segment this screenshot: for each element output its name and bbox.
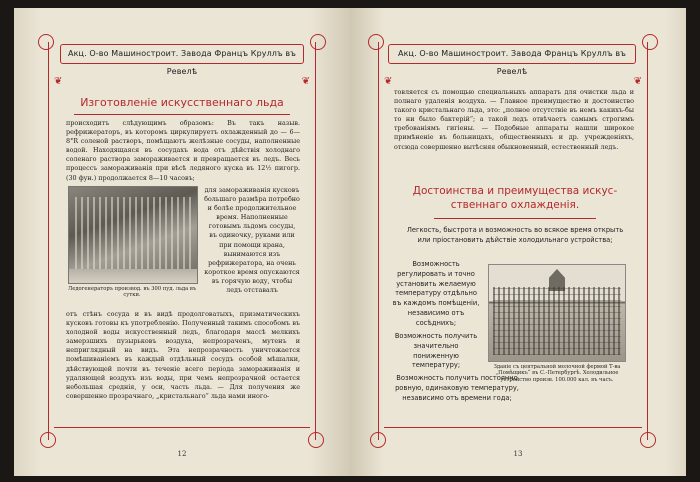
heading-rule (434, 218, 596, 219)
dairy-building-photo (488, 264, 626, 362)
advantage-item-3: Возможность получить постоянно ровную, одинаковую температуру, независимо отъ времени года; (395, 374, 519, 402)
ice-generator-photo (68, 186, 198, 284)
photo-caption: Ледогенераторъ производ. въ 300 пуд. льда въ сутки. (67, 286, 197, 299)
advantage-item-2: Возможность получить значительно пониженную температуру; (394, 332, 478, 370)
building-windows (493, 287, 621, 355)
corner-ornament-icon (642, 34, 658, 50)
fleuron-icon: ❦ (54, 76, 63, 87)
corner-ornament-icon (310, 34, 326, 50)
running-head: Акц. О-во Машиностроит. Завода Францъ Круллъ въ Ревелѣ (388, 44, 636, 64)
photo-caption: Зданiе съ центральной молочной фермой Т-ва „Помѣщикъ“ въ С.-Петербургѣ. Холодильное устройство произв. 100.000 кал. въ часъ. (493, 364, 621, 383)
section-heading-line2: ственнаго охлажденiя. (450, 199, 580, 211)
bottom-rule (54, 427, 310, 436)
advantage-item-1: Возможность регулировать и точно установить желаемую температуру отдѣльно въ каждомъ помѣщенiи, независимо отъ сосѣднихъ; (392, 260, 480, 327)
section-heading: Изготовленiе искусственнаго льда (80, 96, 284, 109)
section-heading (392, 184, 638, 212)
corner-ornament-icon (640, 432, 656, 448)
section-heading-line1: Достоинства и преимущества искус- (412, 185, 618, 197)
paragraph-top: товляется съ помощью специальныхъ аппаратъ для очистки льда и полнаго удаленiя воздуха. — Главное преимущество и достоинство такого кристальнаго льда, это: „полное отсутствiе въ немъ какихъ-бы то ни было бактерiй“; а такой ледъ отвѣчаетъ самымъ строгимъ требованiямъ гигiены. — Подобные аппараты нашли широкое примѣненiе въ больницахъ, общественныхъ и др. учрежденiяхъ, отсюда совершенно вытѣсняя обыкновенный, естественный ледъ. (394, 88, 634, 151)
paragraph-side: для замораживанiя кусковъ большаго размѣра потребно и болѣе продолжительное время. Наполненные готовымъ льдомъ сосуды, въ одиночку, руками или при помощи крана, вынимаются изъ рефрижератора, на очень короткое время опускаются въ горячую воду, чтобы ледъ отставалъ (204, 186, 300, 295)
book-spread (14, 8, 686, 476)
fleuron-icon: ❦ (633, 76, 642, 87)
heading-rule (74, 114, 290, 115)
page-number: 13 (513, 450, 523, 458)
right-page (350, 8, 686, 476)
bottom-rule (384, 427, 642, 436)
corner-ornament-icon (38, 34, 54, 50)
fleuron-icon: ❦ (384, 76, 393, 87)
page-number: 12 (177, 450, 187, 458)
running-head: Акц. О-во Машиностроит. Завода Францъ Круллъ въ Ревелѣ (60, 44, 304, 64)
corner-ornament-icon (308, 432, 324, 448)
lead-text: Легкость, быстрота и возможность во всякое время открыть или прiостановить дѣйствiе холодильнаго устройства; (406, 226, 624, 244)
paragraph-top: происходитъ слѣдующимъ образомъ: Въ такъ назыв. рефрижераторъ, въ которомъ циркулируетъ охлажденный до — 6—8°R соленой растворъ, помѣщаютъ желѣзные сосуды, наполненные водой. Находящаяся въ сосудахъ вода отъ дѣйствiя холоднаго соленаго раствора замораживается и превращается въ ледъ. Весь процессъ замораживанiя при вѣсѣ ледяного куска въ 12½ пигогр. (30 фун.) продолжается 8—10 часовъ; (66, 119, 300, 182)
fleuron-icon: ❦ (301, 76, 310, 87)
left-page (14, 8, 350, 476)
paragraph-bottom: отъ стѣнъ сосуда и въ видѣ продолговатыхъ, призматическихъ кусковъ готовы къ употребленiю. Полученный такимъ способомъ въ холодной воды искусственный ледъ, благодаря массѣ мелкихъ замерзшихъ пузырьковъ воздуха, непрозраченъ, мутенъ и неприглядный на видъ. Эта непрозрачность уничтожается помѣшиванiемъ въ каждый отдѣльный сосудъ особой мѣшалки, дѣйствующей почти въ теченiе всего перiода замораживанiя и удаляющей воздухъ изъ воды, при чемъ непрозрачной остается небольшая среднiя, у оси, часть льда. — Для получения же совершенно прозрачнаго, „кристальнаго“ льда нами иного- (66, 310, 300, 400)
photo-machinery (75, 197, 191, 271)
photo-floor (69, 269, 197, 283)
corner-ornament-icon (368, 34, 384, 50)
